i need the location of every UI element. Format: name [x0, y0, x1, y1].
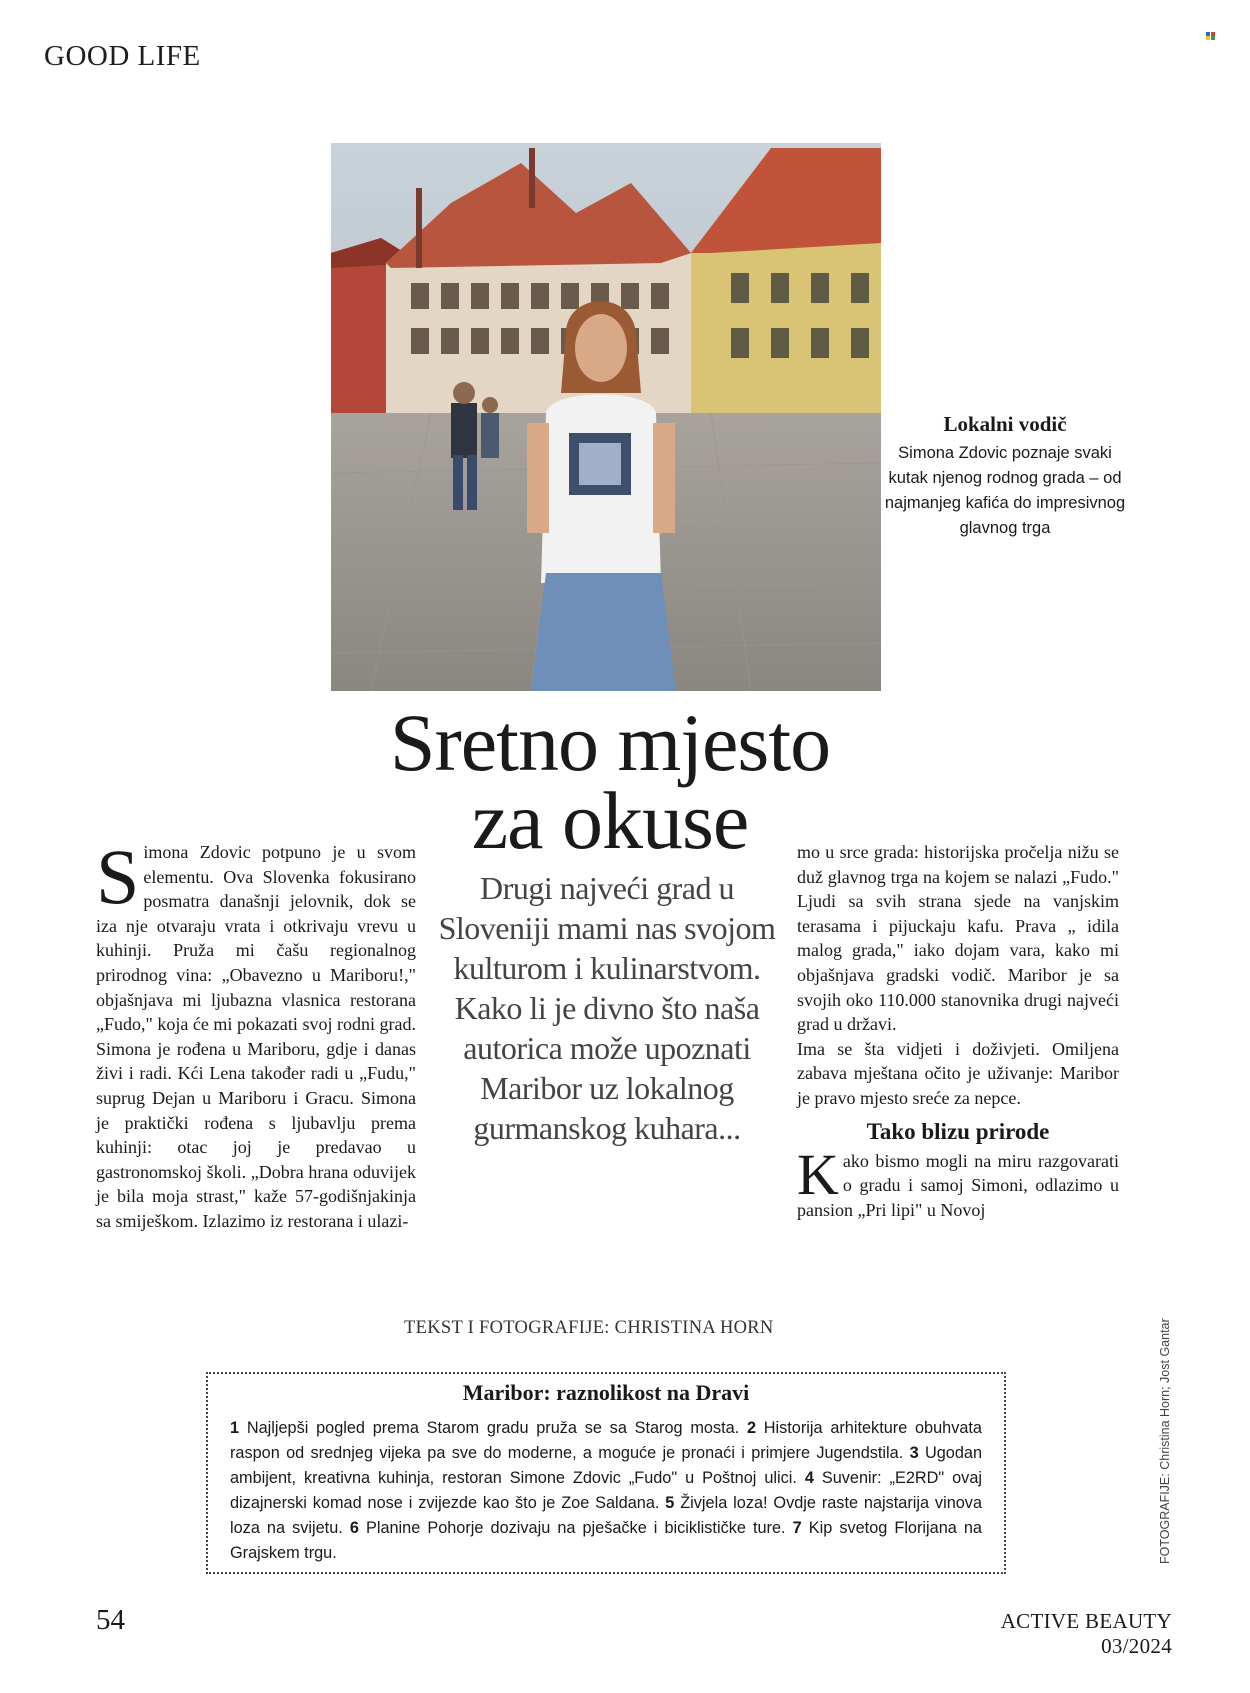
info-item-number: 4	[804, 1469, 814, 1487]
body-paragraph-3	[797, 1141, 1119, 1223]
town-square-photo-illustration	[331, 143, 881, 691]
body-column-left	[96, 833, 416, 1234]
photo-caption	[880, 412, 1130, 541]
article-photo	[331, 143, 881, 691]
info-item-text: Historija arhitekture obuhvata raspon od srednjeg vijeka pa sve do moderne, a moguće je pronaći i primjere Jugendstila.	[230, 1419, 982, 1462]
body-column-right	[797, 840, 1119, 1222]
info-box-title: Maribor: raznolikost na Dravi	[462, 1380, 750, 1405]
info-item-text: Ugodan ambijent, kreativna kuhinja, restoran Simone Zdovic „Fudo" u Poštnoj ulici.	[230, 1444, 982, 1487]
body-paragraph-1: mo u srce grada: historijska pročelja nižu se duž glavnog trga na kojem se nalazi „Fudo." Ljudi sa svih strana sjede na vanjskim terasama i pijuckaju kafu. Prava „ idila malog grada," iako dojam vara, kako mi objašnjava gradski vodič. Maribor je sa svojih oko 110.000 stanovnika drugi najveći grad u državi.	[797, 842, 1119, 1035]
caption-text: Simona Zdovic poznaje svaki kutak njenog rodnog grada – od najmanjeg kafića do impresivnog glavnog trga	[884, 444, 1126, 537]
info-item-number: 5	[665, 1494, 675, 1512]
dropcap-s: S	[96, 833, 140, 920]
section-subheading: Tako blizu prirode	[866, 1118, 1050, 1144]
info-item-text: Suvenir: „E2RD" ovaj dizajnerski komad nose i zvijezde kao što je Zoe Saldana.	[230, 1469, 982, 1512]
page-number: 54	[96, 1604, 125, 1636]
article-headline	[300, 697, 920, 866]
info-item-text: Planine Pohorje dozivaju na pješačke i biciklističke ture.	[358, 1519, 793, 1537]
info-item-number: 7	[792, 1519, 802, 1537]
body-text-left: imona Zdovic potpuno je u svom elementu. Ova Slovenka fokusirano posmatra današnji jelovnik, dok se iza nje otvaraju vrata i otkrivaju vrevu u kuhinji. Pruža mi čašu regionalnog prirodnog vina: „Obavezno u Mariboru!," objašnjava mi ljubazna vlasnica restorana „Fudo," koja će mi pokazati svoj rodni grad. Simona je rođena u Mariboru, gdje i danas živi i radi. Kći Lena također radi u „Fudu," suprug Dejan u Mariboru i Gracu. Simona je praktički rođena s ljubavlju prema kuhinji: otac joj je predavao u gastronomskoj školi. „Dobra hrana oduvijek je bila moja strast," kaže 57-godišnjakinja sa smiješkom. Izlazimo iz restorana i ulazi-	[96, 842, 416, 1231]
article-credit: TEKST I FOTOGRAFIJE: CHRISTINA HORN	[404, 1318, 774, 1338]
caption-title: Lokalni vodič	[943, 412, 1067, 436]
info-item-number: 1	[230, 1419, 240, 1437]
article-dek: Drugi najveći grad u Sloveniji mami nas svojom kulturom i kulinarstvom. Kako li je divno što naša autorica može upoznati Maribor uz lokalnog gurmanskog kuhara...	[438, 870, 776, 1146]
info-box-text	[230, 1416, 982, 1566]
info-item-number: 6	[349, 1519, 359, 1537]
photo-credit: FOTOGRAFIJE: Christina Horn; Jost Gantar	[1158, 1318, 1172, 1564]
dropcap-k: K	[797, 1141, 839, 1207]
info-item-number: 3	[909, 1444, 919, 1462]
info-item-text: Kip svetog Florijana na Grajskem trgu.	[230, 1519, 982, 1562]
info-item-text: Živjela loza! Ovdje raste najstarija vinova loza na svijetu.	[230, 1494, 982, 1537]
section-label: GOOD LIFE	[44, 40, 201, 72]
headline-line-1: Sretno mjesto	[389, 697, 831, 788]
info-item-text: Najljepši pogled prema Starom gradu pruža se sa Starog mosta.	[239, 1419, 747, 1437]
info-item-number: 2	[746, 1419, 757, 1437]
color-registration-mark	[1206, 32, 1216, 40]
headline-line-2: za okuse	[471, 775, 749, 866]
body-paragraph-3-text: ako bismo mogli na miru razgovarati o gradu i samoj Simoni, odlazimo u pansion „Pri lipi" u Novoj	[797, 1150, 1119, 1220]
magazine-issue: ACTIVE BEAUTY 03/2024	[1000, 1609, 1172, 1658]
body-paragraph-2: Ima se šta vidjeti i doživjeti. Omiljena zabava mještana očito je uživanje: Maribor je pravo mjesto sreće za nepce.	[797, 1038, 1119, 1108]
